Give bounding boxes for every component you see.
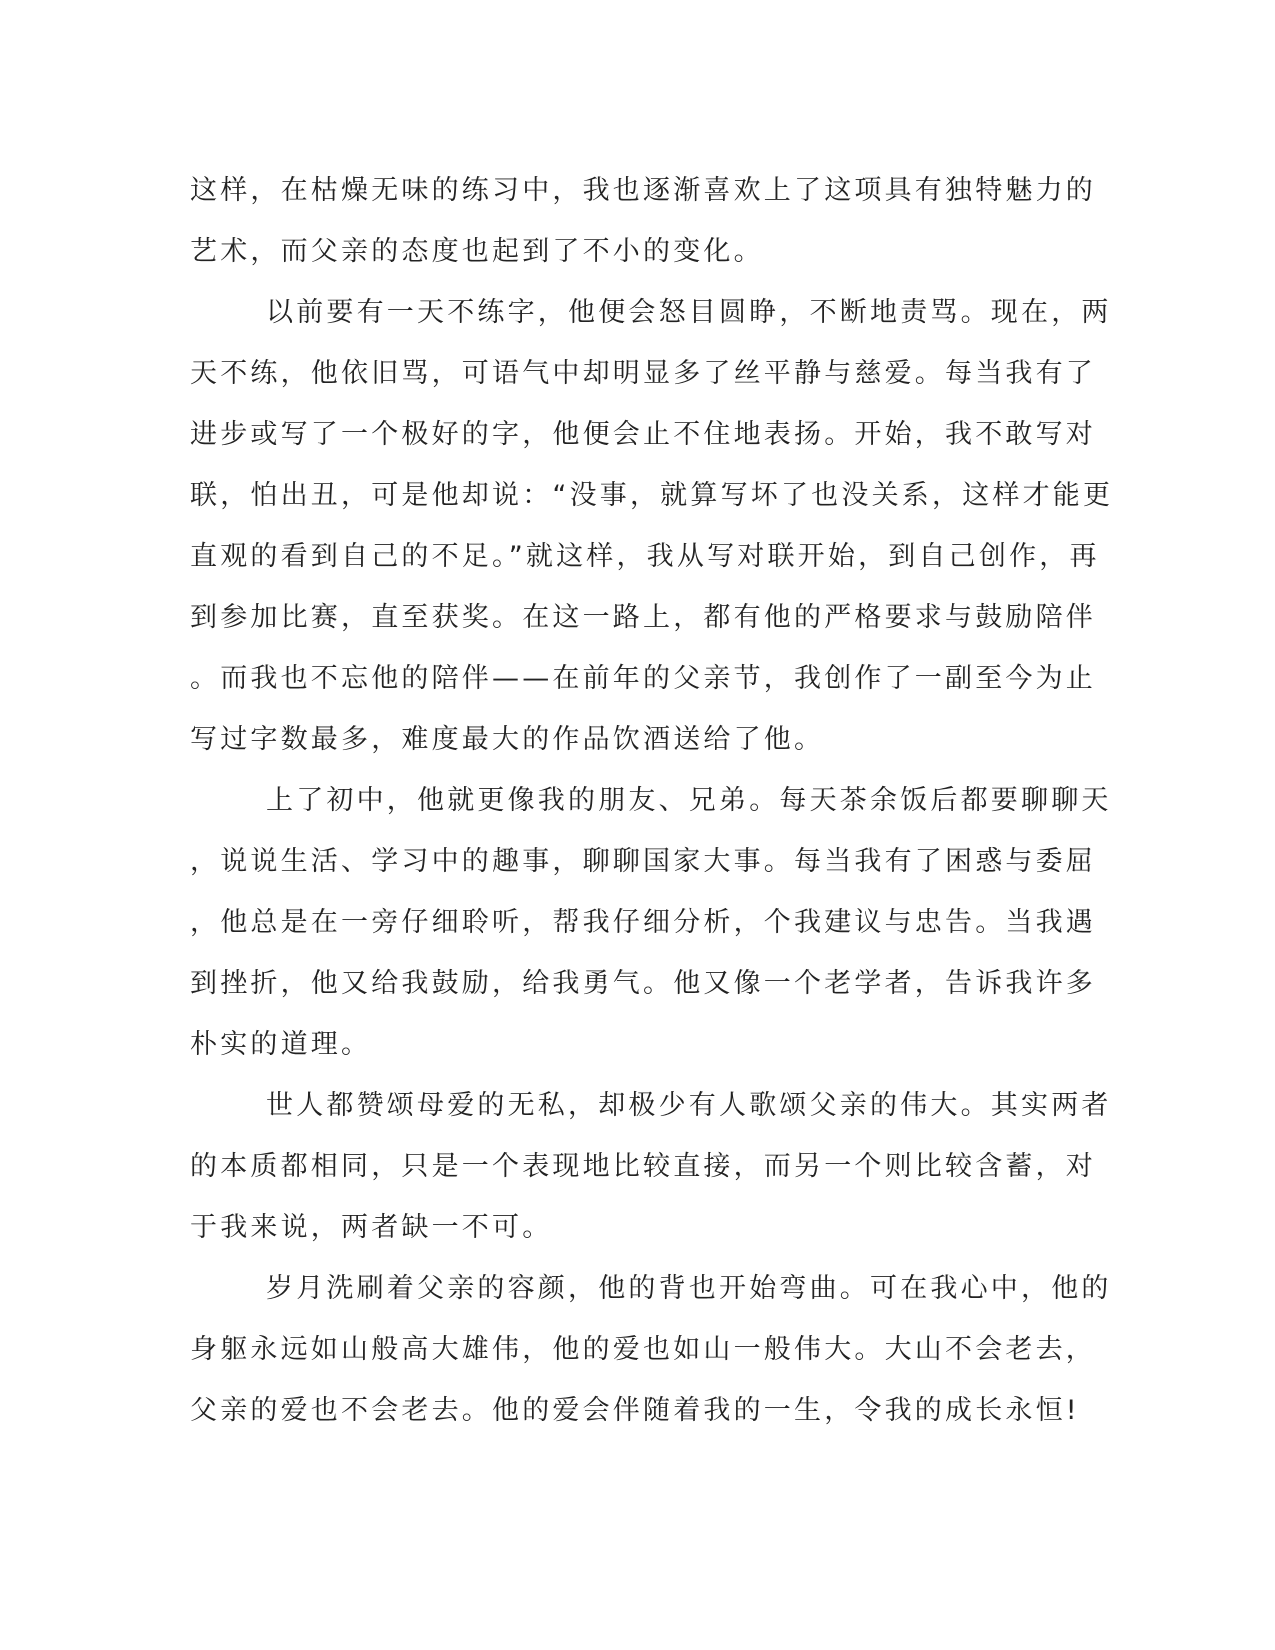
text-line: 写过字数最多，难度最大的作品饮酒送给了他。: [190, 724, 825, 755]
text-line: 直观的看到自己的不足。”就这样，我从写对联开始，到自己创作，再: [190, 541, 1100, 572]
text-line: 。而我也不忘他的陪伴——在前年的父亲节，我创作了一副至今为止: [190, 663, 1096, 694]
text-line: 朴实的道理。: [190, 1029, 372, 1060]
text-line: 这样，在枯燥无味的练习中，我也逐渐喜欢上了这项具有独特魅力的: [190, 175, 1096, 206]
text-line: 进步或写了一个极好的字，他便会止不住地表扬。开始，我不敢写对: [190, 419, 1096, 450]
document-body: [190, 160, 1114, 1441]
paragraph-first-line: 世人都赞颂母爱的无私，却极少有人歌颂父亲的伟大。其实两者: [266, 1090, 1112, 1121]
paragraph-first-line: 岁月洗刷着父亲的容颜，他的背也开始弯曲。可在我心中，他的: [266, 1273, 1112, 1304]
text-line: 的本质都相同，只是一个表现地比较直接，而另一个则比较含蓄，对: [190, 1151, 1096, 1182]
text-line: ，他总是在一旁仔细聆听，帮我仔细分析，个我建议与忠告。当我遇: [190, 907, 1096, 938]
paragraph-first-line: 以前要有一天不练字，他便会怒目圆睁，不断地责骂。现在，两: [266, 297, 1112, 328]
text-line: 于我来说，两者缺一不可。: [190, 1212, 553, 1243]
text-line: 天不练，他依旧骂，可语气中却明显多了丝平静与慈爱。每当我有了: [190, 358, 1096, 389]
text-line: 艺术，而父亲的态度也起到了不小的变化。: [190, 236, 764, 267]
text-line: 到参加比赛，直至获奖。在这一路上，都有他的严格要求与鼓励陪伴: [190, 602, 1096, 633]
text-line: 联，怕出丑，可是他却说：“没事，就算写坏了也没关系，这样才能更: [190, 480, 1114, 511]
paragraph-first-line: 上了初中，他就更像我的朋友、兄弟。每天茶余饭后都要聊聊天: [266, 785, 1112, 816]
text-line: ，说说生活、学习中的趣事，聊聊国家大事。每当我有了困惑与委屈: [190, 846, 1096, 877]
text-line: 身躯永远如山般高大雄伟，他的爱也如山一般伟大。大山不会老去，: [190, 1334, 1096, 1365]
text-line: 到挫折，他又给我鼓励，给我勇气。他又像一个老学者，告诉我许多: [190, 968, 1096, 999]
text-line: 父亲的爱也不会老去。他的爱会伴随着我的一生，令我的成长永恒!: [190, 1395, 1080, 1426]
